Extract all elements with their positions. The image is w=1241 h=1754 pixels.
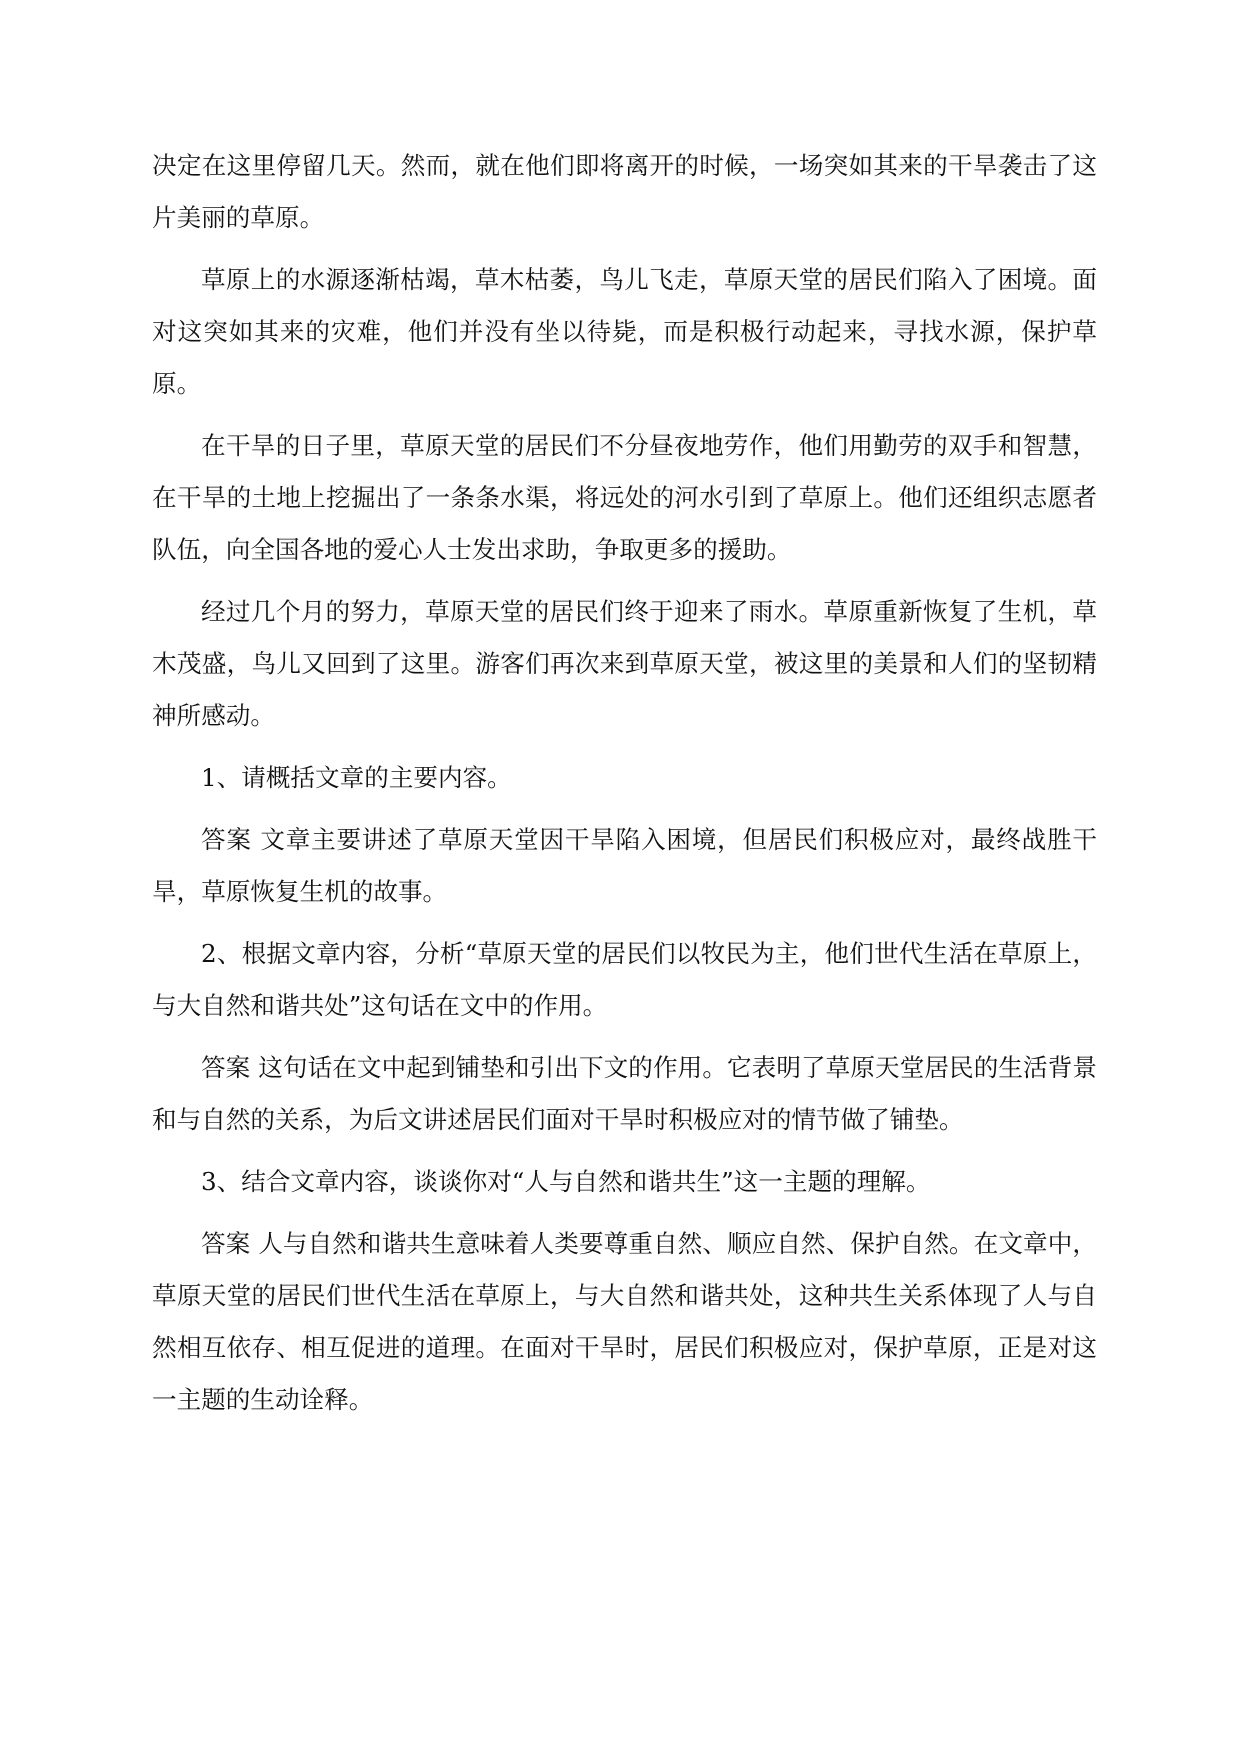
story-paragraph-3: 在干旱的日子里，草原天堂的居民们不分昼夜地劳作，他们用勤劳的双手和智慧，在干旱的土地上挖掘出了一条条水渠，将远处的河水引到了草原上。他们还组织志愿者队伍，向全国各地的爱心人士发出求助，争取更多的援助。 <box>152 431 1097 564</box>
story-paragraph-4: 经过几个月的努力，草原天堂的居民们终于迎来了雨水。草原重新恢复了生机，草木茂盛，鸟儿又回到了这里。游客们再次来到草原天堂，被这里的美景和人们的坚韧精神所感动。 <box>152 597 1097 730</box>
answer-2: 答案 这句话在文中起到铺垫和引出下文的作用。它表明了草原天堂居民的生活背景和与自然的关系，为后文讲述居民们面对干旱时积极应对的情节做了铺垫。 <box>152 1053 1097 1134</box>
story-paragraph-1: 决定在这里停留几天。然而，就在他们即将离开的时候，一场突如其来的干旱袭击了这片美丽的草原。 <box>152 151 1097 232</box>
answer-1: 答案 文章主要讲述了草原天堂因干旱陷入困境，但居民们积极应对，最终战胜干旱，草原恢复生机的故事。 <box>152 825 1097 906</box>
question-2: 2、根据文章内容，分析“草原天堂的居民们以牧民为主，他们世代生活在草原上，与大自然和谐共处”这句话在文中的作用。 <box>152 939 1097 1020</box>
question-1: 1、请概括文章的主要内容。 <box>201 763 512 792</box>
question-3: 3、结合文章内容，谈谈你对“人与自然和谐共生”这一主题的理解。 <box>201 1167 931 1196</box>
document-body <box>152 140 1097 1436</box>
answer-3: 答案 人与自然和谐共生意味着人类要尊重自然、顺应自然、保护自然。在文章中，草原天堂的居民们世代生活在草原上，与大自然和谐共处，这种共生关系体现了人与自然相互依存、相互促进的道理。在面对干旱时，居民们积极应对，保护草原，正是对这一主题的生动诠释。 <box>152 1229 1097 1414</box>
story-paragraph-2: 草原上的水源逐渐枯竭，草木枯萎，鸟儿飞走，草原天堂的居民们陷入了困境。面对这突如其来的灾难，他们并没有坐以待毙，而是积极行动起来，寻找水源，保护草原。 <box>152 265 1097 398</box>
